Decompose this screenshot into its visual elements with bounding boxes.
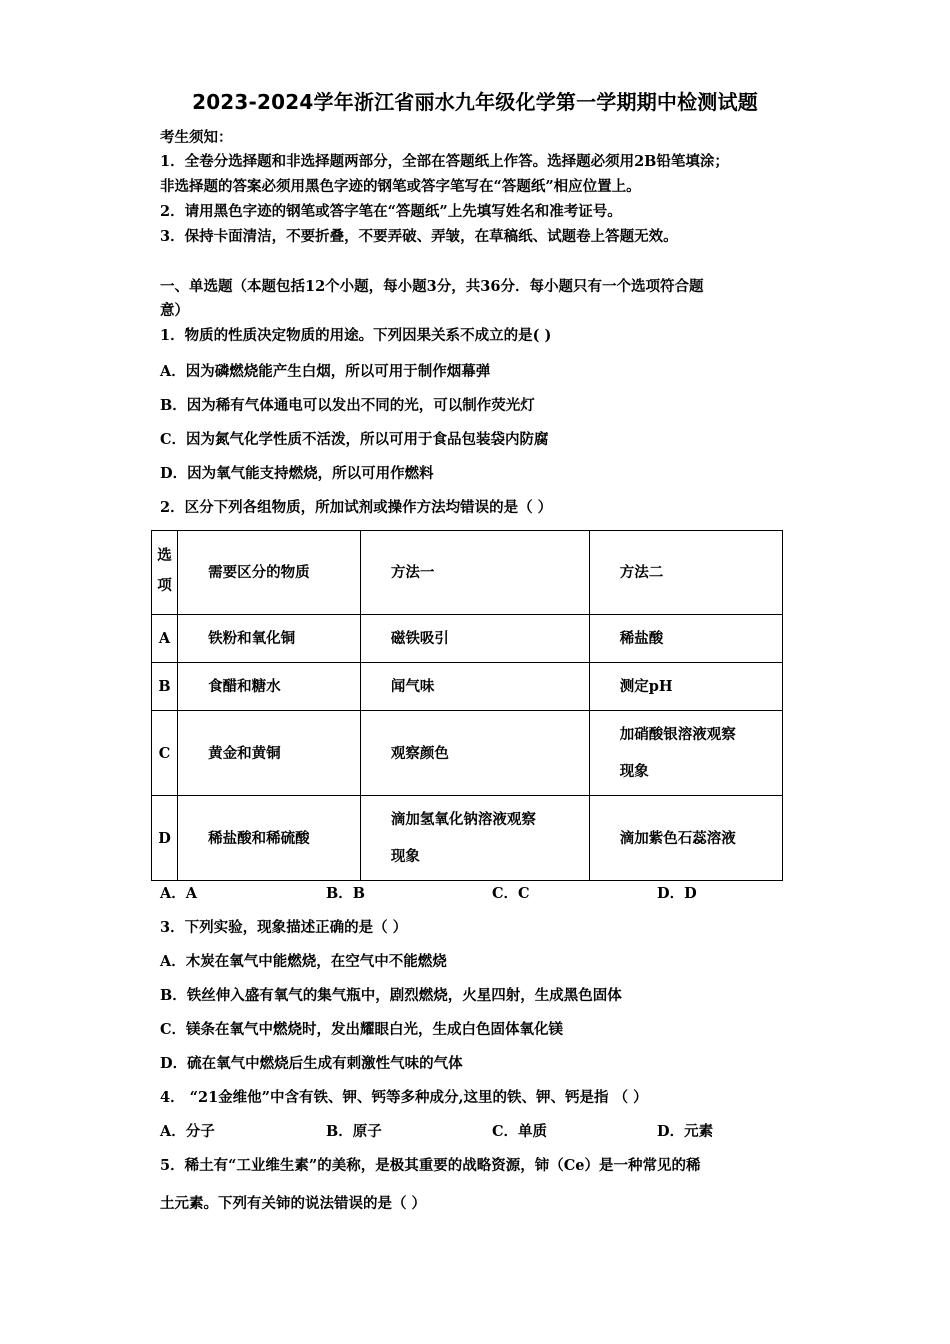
cell-option: C (152, 711, 178, 796)
cell-method1: 闻气味 (360, 663, 589, 711)
q2-option-a: A．A (160, 885, 198, 902)
section-heading-cont: 意） (160, 302, 189, 319)
cell-method1-line: 现象 (390, 848, 420, 865)
q1-option-a: A．因为磷燃烧能产生白烟，所以可用于制作烟幕弹 (160, 363, 491, 380)
table-row (152, 615, 783, 663)
q2-option-b: B．B (326, 885, 366, 902)
header-cell-method1: 方法一 (360, 531, 589, 615)
q2-table (151, 530, 783, 881)
question-5-stem-cont: 土元素。下列有关铈的说法错误的是（ ） (160, 1195, 427, 1212)
notice-item: 非选择题的答案必须用黑色字迹的钢笔或答字笔写在“答题纸”相应位置上。 (160, 178, 641, 195)
q3-option-c: C．镁条在氧气中燃烧时，发出耀眼白光，生成白色固体氧化镁 (160, 1021, 564, 1038)
question-3-stem: 3．下列实验，现象描述正确的是（ ） (160, 919, 408, 936)
notice-item: 2．请用黑色字迹的钢笔或答字笔在“答题纸”上先填写姓名和准考证号。 (160, 203, 622, 220)
table-row (152, 796, 783, 881)
header-option-char: 选 (157, 547, 172, 564)
question-2-stem: 2．区分下列各组物质，所加试剂或操作方法均错误的是（ ） (160, 499, 553, 516)
cell-method2-line: 加硝酸银溶液观察 (619, 726, 736, 743)
cell-method1-line: 滴加氢氧化钠溶液观察 (390, 811, 536, 828)
cell-method2: 测定pH (589, 663, 782, 711)
q2-option-c: C．C (492, 885, 530, 902)
cell-substances: 稀盐酸和稀硫酸 (178, 796, 361, 881)
q4-option-d: D．元素 (657, 1123, 714, 1140)
table-row (152, 711, 783, 796)
table-header-row (152, 531, 783, 615)
header-cell-substances: 需要区分的物质 (178, 531, 361, 615)
cell-method2: 滴加紫色石蕊溶液 (589, 796, 782, 881)
cell-substances: 黄金和黄铜 (178, 711, 361, 796)
cell-substances: 铁粉和氧化铜 (178, 615, 361, 663)
cell-option: A (152, 615, 178, 663)
cell-method1: 观察颜色 (360, 711, 589, 796)
cell-substances: 食醋和糖水 (178, 663, 361, 711)
q4-option-c: C．单质 (492, 1123, 548, 1140)
question-5-stem: 5．稀土有“工业维生素”的美称，是极其重要的战略资源，铈（Ce）是一种常见的稀 (160, 1157, 701, 1174)
table-row (152, 663, 783, 711)
section-heading: 一、单选题（本题包括12个小题，每小题3分，共36分．每小题只有一个选项符合题 (160, 278, 704, 295)
question-1-stem: 1．物质的性质决定物质的用途。下列因果关系不成立的是( ) (160, 327, 552, 344)
q3-option-d: D．硫在氧气中燃烧后生成有刺激性气味的气体 (160, 1055, 463, 1072)
cell-option: B (152, 663, 178, 711)
question-4-stem: 4． “21金维他”中含有铁、钾、钙等多种成分,这里的铁、钾、钙是指 （ ） (160, 1089, 648, 1106)
page-title: 2023-2024学年浙江省丽水九年级化学第一学期期中检测试题 (192, 90, 758, 114)
header-cell-method2: 方法二 (589, 531, 782, 615)
q2-option-d: D．D (657, 885, 697, 902)
cell-option: D (152, 796, 178, 881)
q3-option-a: A．木炭在氧气中能燃烧，在空气中不能燃烧 (160, 953, 447, 970)
notice-heading: 考生须知： (160, 129, 233, 146)
q1-option-c: C．因为氮气化学性质不活泼，所以可用于食品包装袋内防腐 (160, 431, 549, 448)
q1-option-d: D．因为氧气能支持燃烧，所以可用作燃料 (160, 465, 434, 482)
q1-option-b: B．因为稀有气体通电可以发出不同的光，可以制作荧光灯 (160, 397, 535, 414)
cell-method1: 磁铁吸引 (360, 615, 589, 663)
q4-option-b: B．原子 (326, 1123, 382, 1140)
header-cell-option (152, 531, 178, 615)
cell-method1 (360, 796, 589, 881)
header-option-char: 项 (157, 577, 172, 594)
q4-option-a: A．分子 (160, 1123, 215, 1140)
cell-method2-line: 现象 (619, 763, 649, 780)
notice-item: 3．保持卡面清洁，不要折叠，不要弄破、弄皱，在草稿纸、试题卷上答题无效。 (160, 228, 678, 245)
cell-method2 (589, 711, 782, 796)
notice-item: 1．全卷分选择题和非选择题两部分，全部在答题纸上作答。选择题必须用2B铅笔填涂； (160, 153, 729, 170)
cell-method2: 稀盐酸 (589, 615, 782, 663)
q3-option-b: B．铁丝伸入盛有氧气的集气瓶中，剧烈燃烧，火星四射，生成黑色固体 (160, 987, 622, 1004)
